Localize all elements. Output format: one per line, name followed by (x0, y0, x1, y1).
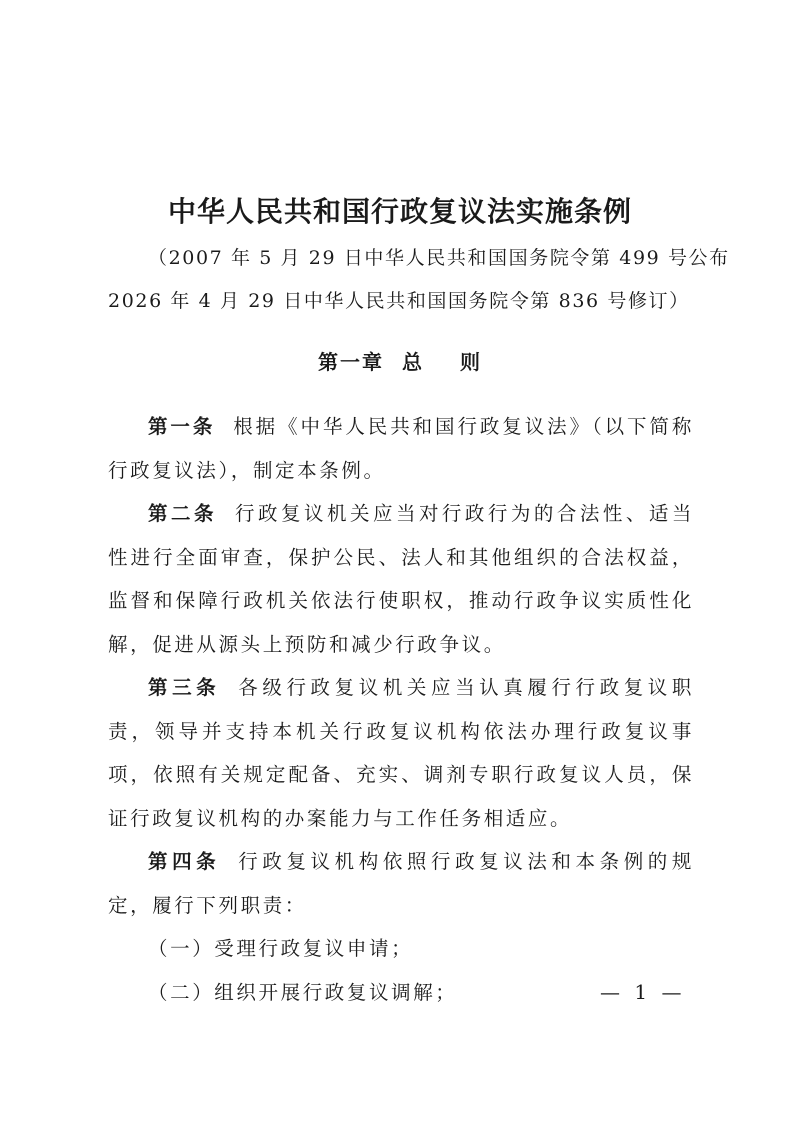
article-text: 各级行政复议机关应当认真履行行政复议职责，领导并支持本机关行政复议机构依法办理行政复议事项，依照有关规定配备、充实、调剂专职行政复议人员，保证行政复议机构的办案能力与工作任务相适应。 (108, 676, 694, 830)
chapter-title-part-1: 总 (402, 350, 424, 374)
document-body (108, 405, 694, 1014)
article-1 (108, 405, 694, 492)
page-number: — 1 — (600, 980, 686, 1004)
subtitle-line-1: （2007 年 5 月 29 日中华人民共和国国务院令第 499 号公布 (148, 247, 730, 269)
chapter-label: 第一章 (318, 350, 384, 374)
article-3 (108, 666, 694, 840)
article-text: 行政复议机关应当对行政行为的合法性、适当性进行全面审查，保护公民、法人和其他组织的合法权益，监督和保障行政机关依法行使职权，推动行政争议实质性化解，促进从源头上预防和减少行政争议。 (108, 502, 694, 656)
article-label: 第三条 (148, 676, 221, 699)
article-text: 行政复议机构依照行政复议法和本条例的规定，履行下列职责： (108, 850, 694, 917)
article-label: 第二条 (148, 502, 217, 525)
chapter-title-part-2: 则 (460, 350, 482, 374)
list-item: （二）组织开展行政复议调解； (148, 980, 458, 1004)
article-label: 第四条 (148, 850, 221, 873)
list-item: （一）受理行政复议申请； (148, 937, 414, 960)
article-text: 根据《中华人民共和国行政复议法》（以下简称行政复议法），制定本条例。 (108, 415, 694, 482)
subtitle-line-2: 2026 年 4 月 29 日中华人民共和国国务院令第 836 号修订） (108, 290, 690, 312)
article-2 (108, 492, 694, 666)
document-title: 中华人民共和国行政复议法实施条例 (167, 195, 632, 228)
chapter-heading (0, 346, 800, 375)
article-label: 第一条 (148, 415, 216, 438)
article-4 (108, 840, 694, 927)
